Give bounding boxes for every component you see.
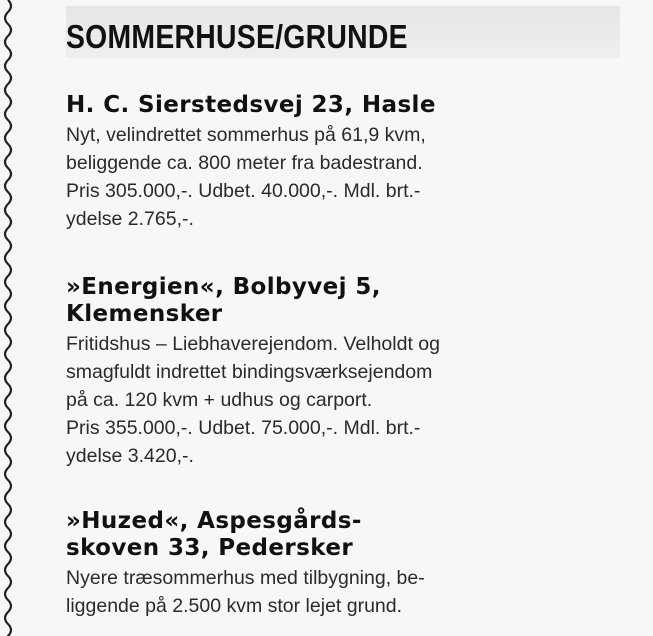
listing-body bbox=[66, 564, 646, 620]
listing-body-line: Nyt, velindrettet sommerhus på 61,9 kvm, bbox=[66, 124, 426, 146]
listing-item bbox=[66, 274, 646, 470]
listing-heading-line: »Energien«, Bolbyvej 5, bbox=[66, 274, 381, 300]
listing-heading bbox=[66, 508, 646, 562]
listing-body-line: Nyere træsommerhus med tilbygning, be- bbox=[66, 567, 425, 589]
listing-heading bbox=[66, 274, 646, 328]
listing-heading-line: H. C. Sierstedsvej 23, Hasle bbox=[66, 92, 436, 118]
listing-body-line: ydelse 3.420,-. bbox=[66, 445, 194, 467]
listing-heading-line: »Huzed«, Aspesgårds- bbox=[66, 508, 362, 534]
listing-item bbox=[66, 92, 646, 233]
listing-heading-line: skoven 33, Pedersker bbox=[66, 535, 354, 561]
wavy-border-decoration bbox=[0, 0, 16, 636]
listing-item bbox=[66, 508, 646, 620]
listing-body-line: på ca. 120 kvm + udhus og carport. bbox=[66, 389, 373, 411]
listing-body-line: beliggende ca. 800 meter fra badestrand. bbox=[66, 152, 423, 174]
listing-body-line: ydelse 2.765,-. bbox=[66, 208, 194, 230]
listing-body-line: Pris 305.000,-. Udbet. 40.000,-. Mdl. brt.- bbox=[66, 180, 421, 202]
listing-body-line: liggende på 2.500 kvm stor lejet grund. bbox=[66, 595, 403, 617]
listing-body-line: Pris 355.000,-. Udbet. 75.000,-. Mdl. brt.- bbox=[66, 417, 421, 439]
listing-heading-line: Klemensker bbox=[66, 301, 223, 327]
listing-body-line: Fritidshus – Liebhaverejendom. Velholdt og bbox=[66, 333, 440, 355]
listing-body bbox=[66, 121, 646, 233]
listing-body-line: smagfuldt indrettet bindingsværksejendom bbox=[66, 361, 433, 383]
section-title: SOMMERHUSE/GRUNDE bbox=[66, 18, 408, 55]
listing-body bbox=[66, 330, 646, 470]
listing-heading bbox=[66, 92, 646, 119]
